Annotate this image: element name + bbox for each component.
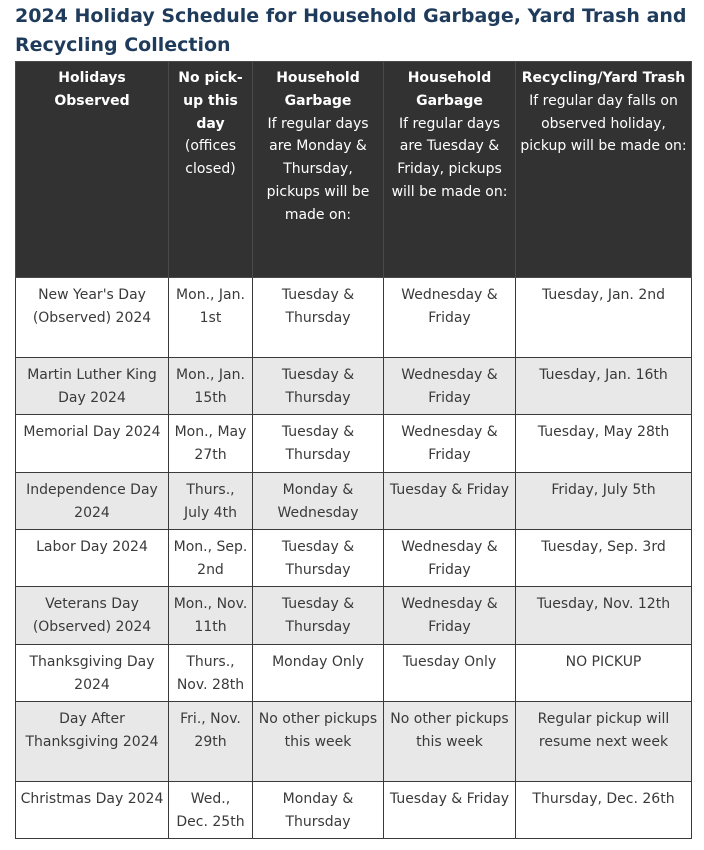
cell-recycling: Tuesday, May 28th (516, 415, 692, 473)
table-row (16, 702, 692, 782)
cell-no-pickup: Thurs., July 4th (169, 473, 253, 530)
cell-mon-thu: Monday & Wednesday (253, 473, 384, 530)
cell-recycling: Thursday, Dec. 26th (516, 782, 692, 839)
cell-holiday: Labor Day 2024 (16, 530, 169, 587)
cell-mon-thu: Tuesday & Thursday (253, 415, 384, 473)
cell-recycling: Tuesday, Jan. 16th (516, 358, 692, 415)
table-row (16, 587, 692, 645)
table-row (16, 645, 692, 702)
header-holidays-observed (16, 62, 169, 278)
cell-holiday: New Year's Day (Observed) 2024 (16, 278, 169, 358)
cell-mon-thu: Tuesday & Thursday (253, 587, 384, 645)
cell-recycling: Friday, July 5th (516, 473, 692, 530)
cell-no-pickup: Fri., Nov. 29th (169, 702, 253, 782)
header-heading: Holidays Observed (54, 70, 130, 109)
header-subtext: (offices closed) (184, 138, 237, 178)
cell-no-pickup: Mon., Jan. 1st (169, 278, 253, 358)
cell-no-pickup: Mon., Nov. 11th (169, 587, 253, 645)
header-heading: No pick-up this day (178, 70, 243, 132)
cell-tue-fri: Wednesday & Friday (384, 530, 516, 587)
cell-no-pickup: Mon., Jan. 15th (169, 358, 253, 415)
header-garbage-tue-fri (384, 62, 516, 278)
header-heading: Household Garbage (276, 70, 360, 109)
cell-tue-fri: Tuesday & Friday (384, 473, 516, 530)
cell-holiday: Day After Thanksgiving 2024 (16, 702, 169, 782)
cell-recycling: NO PICKUP (516, 645, 692, 702)
holiday-schedule-table (15, 61, 692, 839)
cell-holiday: Memorial Day 2024 (16, 415, 169, 473)
cell-recycling: Tuesday, Jan. 2nd (516, 278, 692, 358)
cell-tue-fri: Wednesday & Friday (384, 278, 516, 358)
cell-mon-thu: Tuesday & Thursday (253, 278, 384, 358)
table-row (16, 278, 692, 358)
header-recycling-yard-trash (516, 62, 692, 278)
cell-recycling: Tuesday, Sep. 3rd (516, 530, 692, 587)
cell-holiday: Independence Day 2024 (16, 473, 169, 530)
header-heading: Household Garbage (407, 70, 492, 109)
cell-mon-thu: Tuesday & Thursday (253, 358, 384, 415)
cell-holiday: Martin Luther King Day 2024 (16, 358, 169, 415)
cell-tue-fri: Tuesday Only (384, 645, 516, 702)
cell-recycling: Tuesday, Nov. 12th (516, 587, 692, 645)
cell-mon-thu: Monday Only (253, 645, 384, 702)
page-title: 2024 Holiday Schedule for Household Garbage, Yard Trash and Recycling Collection (15, 5, 687, 56)
header-no-pickup (169, 62, 253, 278)
cell-tue-fri: Tuesday & Friday (384, 782, 516, 839)
cell-tue-fri: Wednesday & Friday (384, 587, 516, 645)
header-garbage-mon-thu (253, 62, 384, 278)
cell-no-pickup: Mon., Sep. 2nd (169, 530, 253, 587)
header-subtext: If regular days are Tuesday & Friday, pickups will be made on: (391, 115, 508, 200)
cell-holiday: Thanksgiving Day 2024 (16, 645, 169, 702)
cell-no-pickup: Thurs., Nov. 28th (169, 645, 253, 702)
cell-mon-thu: Monday & Thursday (253, 782, 384, 839)
table-row (16, 473, 692, 530)
header-subtext: If regular days are Monday & Thursday, pickups will be made on: (266, 115, 370, 223)
header-subtext: If regular day falls on observed holiday, pickup will be made on: (520, 92, 687, 155)
table-row (16, 358, 692, 415)
cell-tue-fri: Wednesday & Friday (384, 415, 516, 473)
cell-tue-fri: Wednesday & Friday (384, 358, 516, 415)
cell-no-pickup: Wed., Dec. 25th (169, 782, 253, 839)
cell-mon-thu: No other pickups this week (253, 702, 384, 782)
table-header-row (16, 62, 692, 278)
cell-no-pickup: Mon., May 27th (169, 415, 253, 473)
table-row (16, 782, 692, 839)
cell-recycling: Regular pickup will resume next week (516, 702, 692, 782)
cell-tue-fri: No other pickups this week (384, 702, 516, 782)
header-heading: Recycling/Yard Trash (521, 70, 686, 86)
cell-holiday: Christmas Day 2024 (16, 782, 169, 839)
table-row (16, 530, 692, 587)
table-row (16, 415, 692, 473)
cell-mon-thu: Tuesday & Thursday (253, 530, 384, 587)
cell-holiday: Veterans Day (Observed) 2024 (16, 587, 169, 645)
